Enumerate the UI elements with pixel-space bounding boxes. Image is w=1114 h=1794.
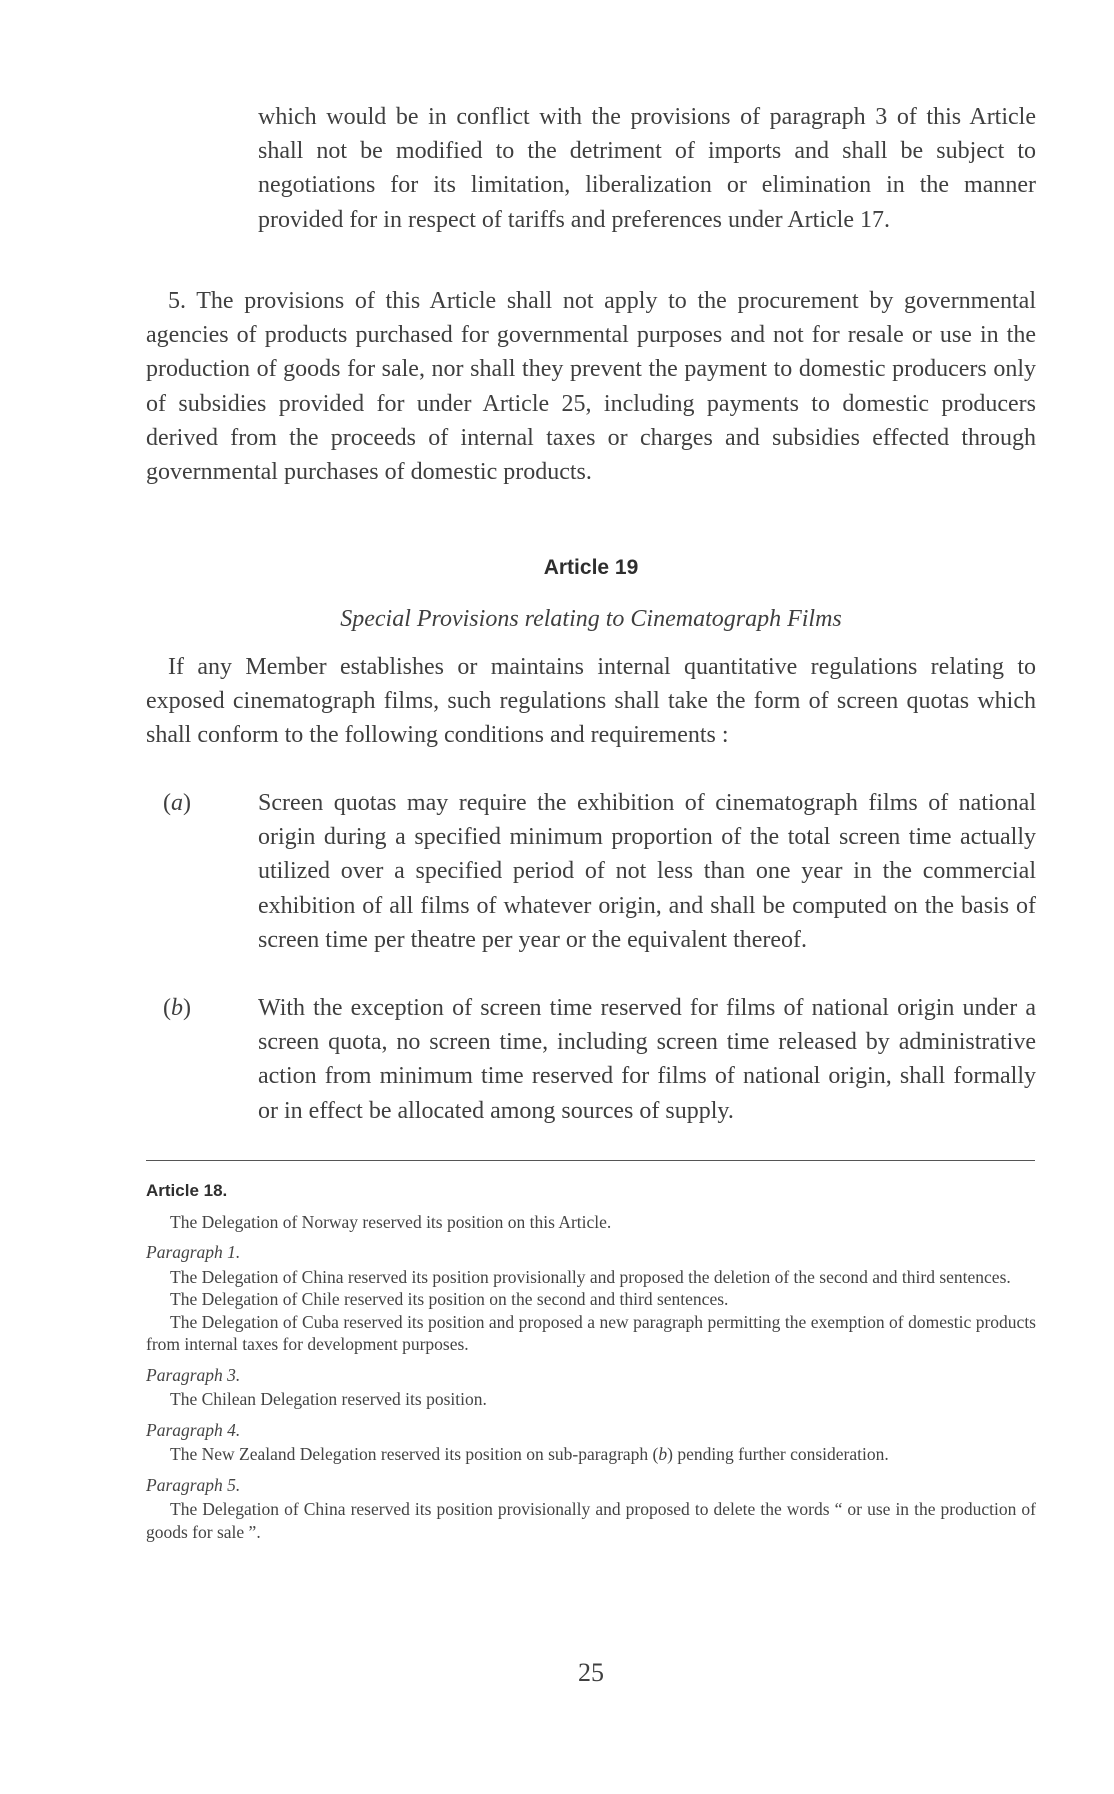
list-item-marker: (b) — [163, 995, 191, 1021]
paragraph-5-text: 5. The provisions of this Article shall not apply to the procurement by governmental agencies of products purchased for governmental purposes and not for resale or use in the production of goods for sale, nor shall they prevent the payment to domestic producers only of subsidies provided for under Article 25, including payments to domestic producers derived from the proceeds of internal taxes or charges and subsidies effected through governmental purchases of domestic products. — [146, 288, 1036, 486]
note-item: The New Zealand Delegation reserved its position on sub-paragraph (b) pending further consideration. — [170, 1444, 889, 1464]
page-number: 25 — [578, 1658, 604, 1687]
article-intro — [146, 650, 1036, 753]
list-item — [163, 991, 1036, 1128]
note-item: The Delegation of China reserved its position provisionally and proposed the deletion of the second and third sentences. — [170, 1266, 1011, 1287]
footnotes — [146, 1180, 1036, 1543]
note-general: The Delegation of Norway reserved its position on this Article. — [170, 1211, 612, 1232]
list-item — [163, 786, 1036, 957]
note-paragraph-label: Paragraph 1. — [146, 1242, 241, 1262]
footnote-divider — [146, 1160, 1035, 1161]
paragraph-5 — [146, 284, 1036, 489]
list-item-marker: (a) — [163, 790, 191, 816]
list-item-text: Screen quotas may require the exhibition of cinematograph films of national origin during a specified minimum proportion of the total screen time actually utilized over a specified period of not less than one year in the commercial exhibition of all films of whatever origin, and shall be computed on the basis of screen time per theatre per year or the equivalent thereof. — [258, 790, 1036, 953]
article-subheading: Special Provisions relating to Cinematograph Films — [340, 606, 842, 632]
article-heading: Article 19 — [543, 556, 639, 579]
note-item: The Delegation of Chile reserved its position on the second and third sentences. — [170, 1289, 729, 1309]
article-intro-text: If any Member establishes or maintains internal quantitative regulations relating to exposed cinematograph films, such regulations shall take the form of screen quotas which shall conform to the following conditions and requirements : — [146, 654, 1036, 749]
notes-article-label: Article 18. — [146, 1181, 228, 1200]
note-item: The Delegation of Cuba reserved its position and proposed a new paragraph permitting the exemption of domestic products from internal taxes for development purposes. — [146, 1311, 1036, 1354]
paragraph4-continuation — [258, 100, 1036, 237]
note-item: The Delegation of China reserved its position provisionally and proposed to delete the words “ or use in the production of goods for sale ”. — [146, 1499, 1036, 1542]
note-item: The Chilean Delegation reserved its position. — [170, 1389, 487, 1409]
continuation-text: which would be in conflict with the provisions of paragraph 3 of this Article shall not be modified to the detriment of imports and shall be subject to negotiations for its limitation, liberalization or elimination in the manner provided for in respect of tariffs and preferences under Article 17. — [258, 104, 1036, 233]
note-paragraph-label: Paragraph 4. — [146, 1419, 241, 1440]
note-paragraph-label: Paragraph 5. — [146, 1474, 241, 1495]
list-item-text: With the exception of screen time reserved for films of national origin under a screen quota, no screen time, including screen time released by administrative action from minimum time reserved for films of national origin, shall formally or in effect be allocated among sources of supply. — [258, 995, 1036, 1124]
note-paragraph-label: Paragraph 3. — [146, 1364, 241, 1385]
